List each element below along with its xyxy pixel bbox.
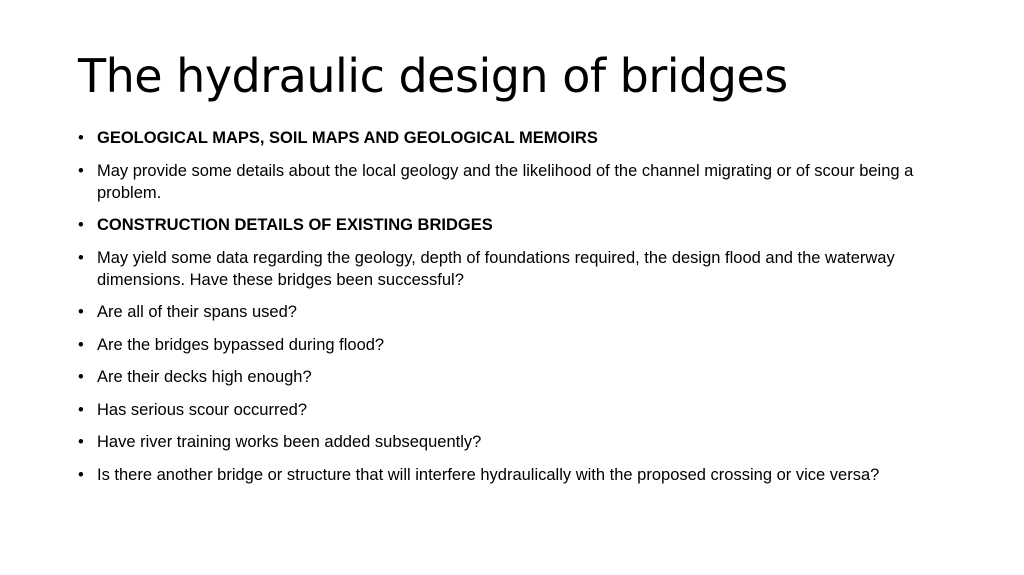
- slide-title: The hydraulic design of bridges: [78, 49, 788, 103]
- bullet-text: Are the bridges bypassed during flood?: [97, 335, 385, 354]
- bullet-list: [78, 127, 938, 496]
- bullet-text: GEOLOGICAL MAPS, SOIL MAPS AND GEOLOGICAL MEMOIRS: [97, 129, 598, 147]
- bullet-text: May provide some details about the local geology and the likelihood of the channel migrating or of scour being a problem.: [97, 161, 914, 202]
- bullet-icon: •: [78, 368, 84, 386]
- bullet-icon: •: [78, 400, 84, 419]
- bullet-item-decks-high-enough: [78, 366, 938, 388]
- bullet-item-bypassed-during-flood: [78, 334, 938, 356]
- bullet-item-construction-details-heading: [78, 214, 938, 236]
- bullet-text: Have river training works been added subsequently?: [97, 433, 482, 451]
- bullet-item-spans-used: [78, 301, 938, 323]
- bullet-text: May yield some data regarding the geology, depth of foundations required, the design flood and the waterway dimensions. Have these bridges been successful?: [97, 248, 895, 289]
- bullet-text: Has serious scour occurred?: [97, 400, 308, 419]
- bullet-text: Are all of their spans used?: [97, 303, 297, 321]
- bullet-item-river-training-works: [78, 431, 938, 453]
- bullet-item-geology-details: [78, 160, 938, 204]
- bullet-icon: •: [78, 161, 84, 180]
- bullet-item-geological-maps-heading: [78, 127, 938, 149]
- bullet-item-existing-bridge-data: [78, 247, 938, 291]
- bullet-icon: •: [78, 129, 84, 147]
- bullet-icon: •: [78, 335, 84, 354]
- bullet-icon: •: [78, 303, 84, 321]
- bullet-icon: •: [78, 216, 84, 234]
- bullet-text: CONSTRUCTION DETAILS OF EXISTING BRIDGES: [97, 216, 493, 234]
- bullet-icon: •: [78, 433, 84, 451]
- bullet-item-interfering-structure: [78, 464, 938, 486]
- bullet-icon: •: [78, 248, 84, 267]
- bullet-icon: •: [78, 465, 84, 484]
- bullet-item-serious-scour: [78, 399, 938, 421]
- bullet-text: Are their decks high enough?: [97, 368, 312, 386]
- bullet-text: Is there another bridge or structure that will interfere hydraulically with the proposed crossing or vice versa?: [97, 465, 880, 484]
